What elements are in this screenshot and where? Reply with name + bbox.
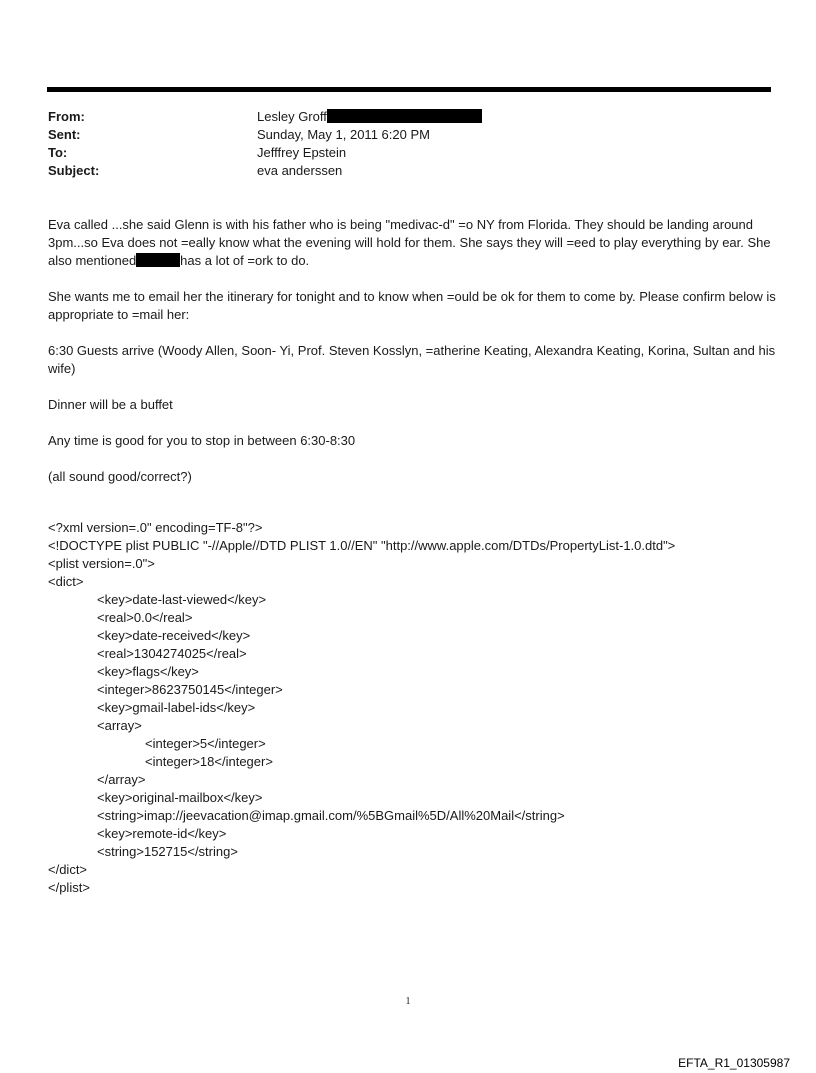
subject-label: Subject: xyxy=(48,163,100,178)
xml-line: <real>1304274025</real> xyxy=(97,646,247,661)
xml-line: <string>imap://jeevacation@imap.gmail.com/%5BGmail%5D/All%20Mail</string> xyxy=(97,808,565,823)
paragraph-1-text-a: Eva called ...she said Glenn is with his father who is being "medivac-d" =o NY from Florida. They should be landing around 3pm...so Eva does not =eally know what the evening will hold for them. She says they will =eed to play everything by ear. She also mentioned xyxy=(48,217,771,268)
xml-line: <integer>18</integer> xyxy=(145,754,273,769)
sent-label: Sent: xyxy=(48,127,81,142)
paragraph-6: (all sound good/correct?) xyxy=(48,469,192,484)
xml-line: <key>gmail-label-ids</key> xyxy=(97,700,256,715)
document-id: EFTA_R1_01305987 xyxy=(678,1056,790,1070)
paragraph-1 xyxy=(48,216,776,270)
email-body xyxy=(48,216,776,504)
xml-line: <dict> xyxy=(48,574,84,589)
xml-line: </plist> xyxy=(48,880,90,895)
page-number: 1 xyxy=(405,996,411,1007)
subject-row xyxy=(48,162,768,180)
xml-line: <string>152715</string> xyxy=(97,844,238,859)
xml-line: <!DOCTYPE plist PUBLIC "-//Apple//DTD PLIST 1.0//EN" "http://www.apple.com/DTDs/PropertyList-1.0.dtd"> xyxy=(48,538,676,553)
xml-line: <key>remote-id</key> xyxy=(97,826,227,841)
xml-line: <key>date-received</key> xyxy=(97,628,251,643)
from-row xyxy=(48,108,768,126)
to-row xyxy=(48,144,768,162)
xml-line: <key>date-last-viewed</key> xyxy=(97,592,267,607)
to-value: Jefffrey Epstein xyxy=(257,145,347,160)
to-label: To: xyxy=(48,145,68,160)
paragraph-5: Any time is good for you to stop in between 6:30-8:30 xyxy=(48,433,356,448)
xml-line: <plist version=.0"> xyxy=(48,556,155,571)
sender-name: Lesley Groff xyxy=(257,109,327,124)
email-header xyxy=(48,108,768,180)
redaction-box xyxy=(136,253,180,267)
subject-value: eva anderssen xyxy=(257,163,343,178)
from-label: From: xyxy=(48,109,85,124)
xml-plist-block xyxy=(48,519,776,897)
xml-line: <?xml version=.0" encoding=TF-8"?> xyxy=(48,520,263,535)
xml-line: <key>flags</key> xyxy=(97,664,199,679)
xml-line: </dict> xyxy=(48,862,88,877)
paragraph-2: She wants me to email her the itinerary for tonight and to know when =ould be ok for them to come by. Please confirm below is appropriate to =mail her: xyxy=(48,289,776,322)
redaction-box xyxy=(327,109,482,123)
xml-line: <key>original-mailbox</key> xyxy=(97,790,263,805)
xml-line: </array> xyxy=(97,772,146,787)
header-divider xyxy=(47,87,771,92)
sent-row xyxy=(48,126,768,144)
from-value xyxy=(257,108,482,126)
paragraph-4: Dinner will be a buffet xyxy=(48,397,173,412)
xml-line: <real>0.0</real> xyxy=(97,610,193,625)
xml-line: <integer>8623750145</integer> xyxy=(97,682,283,697)
xml-line: <integer>5</integer> xyxy=(145,736,266,751)
paragraph-1-text-b: has a lot of =ork to do. xyxy=(180,253,310,268)
sent-value: Sunday, May 1, 2011 6:20 PM xyxy=(257,127,430,142)
paragraph-3: 6:30 Guests arrive (Woody Allen, Soon- Yi, Prof. Steven Kosslyn, =atherine Keating, Alexandra Keating, Korina, Sultan and his wife) xyxy=(48,343,776,376)
xml-line: <array> xyxy=(97,718,142,733)
